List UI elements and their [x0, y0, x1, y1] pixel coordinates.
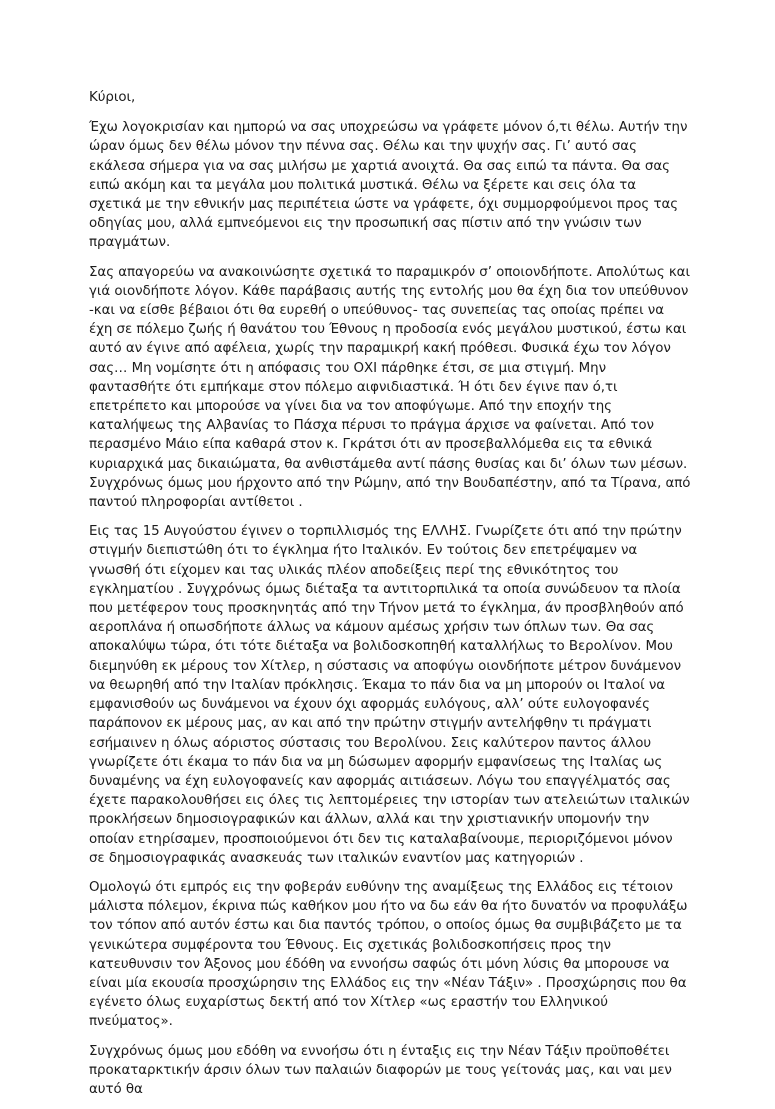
paragraph-4: Ομολογώ ότι εμπρός εις την φοβεράν ευθύνην της αναμίξεως της Ελλάδος εις τέτοιον μάλιστα πόλεμον, έκρινα πώς καθήκον μου ήτο να δω εάν θα ήτο δυνατόν να προφυλάξω τον τόπον από αυτόν έστω και δια παντός τρόπου, ο οποίος όμως θα συμβιβάζετο με τα γενικώτερα συμφέροντα του Έθνους. Εις σχετικάς βολιδοσκοπήσεις προς την κατευθυνσιν τον Άξονος μου έδόθη να εννοήσω σαφώς ότι μόνη λύσις θα μπορουσε να είναι μία εκουσία προσχώρησιν της Ελλάδος εις την «Νέαν Τάξιν» . Προσχώρησις που θα εγένετο όλως ευχαρίστως δεκτή από τον Χίτλερ «ως εραστήν του Ελληνικού πνεύματος». — [89, 879, 688, 1030]
paragraph-3: Εις τας 15 Αυγούστου έγινεν ο τορπιλλισμός της ΕΛΛΗΣ. Γνωρίζετε ότι από την πρώτην στιγμήν διεπιστώθη ότι το έγκλημα ήτο Ιταλικόν. Εν τούτοις δεν επετρέψαμεν να γνωσθή ότι είχομεν και τας υλικάς πλέον αποδείξεις περί της εθνικότητος του εγκληματίου . Συγχρόνως όμως διέταξα τα αντιτορπιλικά τα οποία συνώδευον τα πλοία που μετέφερον τους προσκηνητάς από την Τήνον μετά το έγκλημα, άν προσβληθούν από αεροπλάνα ή οπωσδήποτε άλλως να κάμουν αμέσως χρήσιν των όπλων των. Θα σας αποκαλύψω τώρα, ότι τότε διέταξα να βολιδοσκοπηθή καταλλήλως το Βερολίνον. Μου διεμηνύθη εκ μέρους τον Χίτλερ, η σύστασις να αποφύγω οιονδήποτε μέτρον δυνάμενον να θεωρηθή από την Ιταλίαν πρόκλησις. Έκαμα το πάν δια να μη μπορούν οι Ιταλοί να εμφανισθούν ως δυνάμενοι να έχουν όχι αφορμάς ευλόγους, αλλ’ ούτε ευλογοφανές παράπονον εκ μέρους μας, αν και από την πρώτην στιγμήν αντελήφθην τι πράγματι εσήμαινεν η όλως αόριστος σύστασις του Βερολίνου. Σεις καλύτερον παντος άλλου γνωρίζετε ότι έκαμα το πάν δια να μη δώσωμεν αφορμήν εμφανίσεως της Ιταλίας ως δυναμένης να έχη ευλογοφανείς καν αφορμάς αιτιάσεων. Λόγω του επαγγέλματός σας έχετε παρακολουθήσει εις όλες τις λεπτομέρειες την ιστορίαν των ατελειώτων ιταλικών προκλήσεων δημοσιογραφικών και άλλων, αλλά και την χριστιανικήν υπομονήν την οποίαν ετηρίσαμεν, προσποιούμενοι ότι δεν τις καταλαβαίνουμε, περιοριζόμενοι μόνον σε δημοσιογραφικάς ανασκευάς των ιταλικών εναντίον μας κατηγοριών . — [89, 524, 690, 866]
letter-body — [89, 88, 691, 1109]
paragraph-5: Συγχρόνως όμως μου εδόθη να εννοήσω ότι η ένταξις εις την Νέαν Τάξιν προϋποθέτει προκαταρκτικήν άρσιν όλων των παλαιών διαφορών με τους γείτονάς μας, και ναι μεν αυτό θα — [89, 1043, 672, 1097]
paragraph-1: Έχω λογοκρισίαν και ημπορώ να σας υποχρεώσω να γράφετε μόνον ό,τι θέλω. Αυτήν την ώραν όμως δεν θέλω μόνον την πέννα σας. Θέλω και την ψυχήν σας. Γι’ αυτό σας εκάλεσα σήμερα για να σας μιλήσω με χαρτιά ανοιχτά. Θα σας ειπώ τα πάντα. Θα σας ειπώ ακόμη και τα μεγάλα μου πολιτικά μυστικά. Θέλω να ξέρετε και σεις όλα τα σχετικά με την εθνικήν μας περιπέτεια ώστε να γράφετε, όχι συμμορφούμενοι προς τας οδηγίας μου, αλλά εμπνεόμενοι εις την προσωπική σας πίστιν από την γνώσιν των πραγμάτων. — [89, 120, 688, 251]
paragraph-2: Σας απαγορεύω να ανακοινώσητε σχετικά το παραμικρόν σ’ οποιονδήποτε. Απολύτως και γιά οιονδήποτε λόγον. Κάθε παράβασις αυτής της εντολής μου θα έχη δια τον υπεύθυνον -και να είσθε βέβαιοι ότι θα ευρεθή ο υπεύθυνος- τας συνεπείας τας οποίας πρέπει να έχη σε πόλεμο ζωής ή θανάτου του Έθνους η προδοσία ενός μεγάλου μυστικού, έστω και αυτό αν έγινε από αφέλεια, χωρίς την παραμικρή κακή πρόθεσι. Φυσικά έχω τον λόγον σας… Μη νομίσητε ότι η απόφασις του ΟΧΙ πάρθηκε έτσι, σε μια στιγμή. Μην φαντασθήτε ότι εμπήκαμε στον πόλεμο αιφνιδιαστικά. Ή ότι δεν έγινε παν ό,τι επετρέπετο και μπορούσε να γίνει δια να τον αποφύγωμε. Από την εποχήν της καταλήψεως της Αλβανίας το Πάσχα πέρυσι το πράγμα άρχισε να φαίνεται. Από τον περασμένο Μάιο είπα καθαρά στον κ. Γκράτσι ότι αν προσεβαλλόμεθα εις τα εθνικά κυριαρχικά μας δικαιώματα, θα ανθιστάμεθα αντί πάσης θυσίας και δι’ όλων των μέσων. Συγχρόνως όμως μου ήρχοντο από την Ρώμην, από την Βουδαπέστην, από τα Τίρανα, από παντού πληροφορίαι αντίθετοι . — [89, 264, 691, 511]
salutation: Κύριοι, — [89, 90, 136, 105]
